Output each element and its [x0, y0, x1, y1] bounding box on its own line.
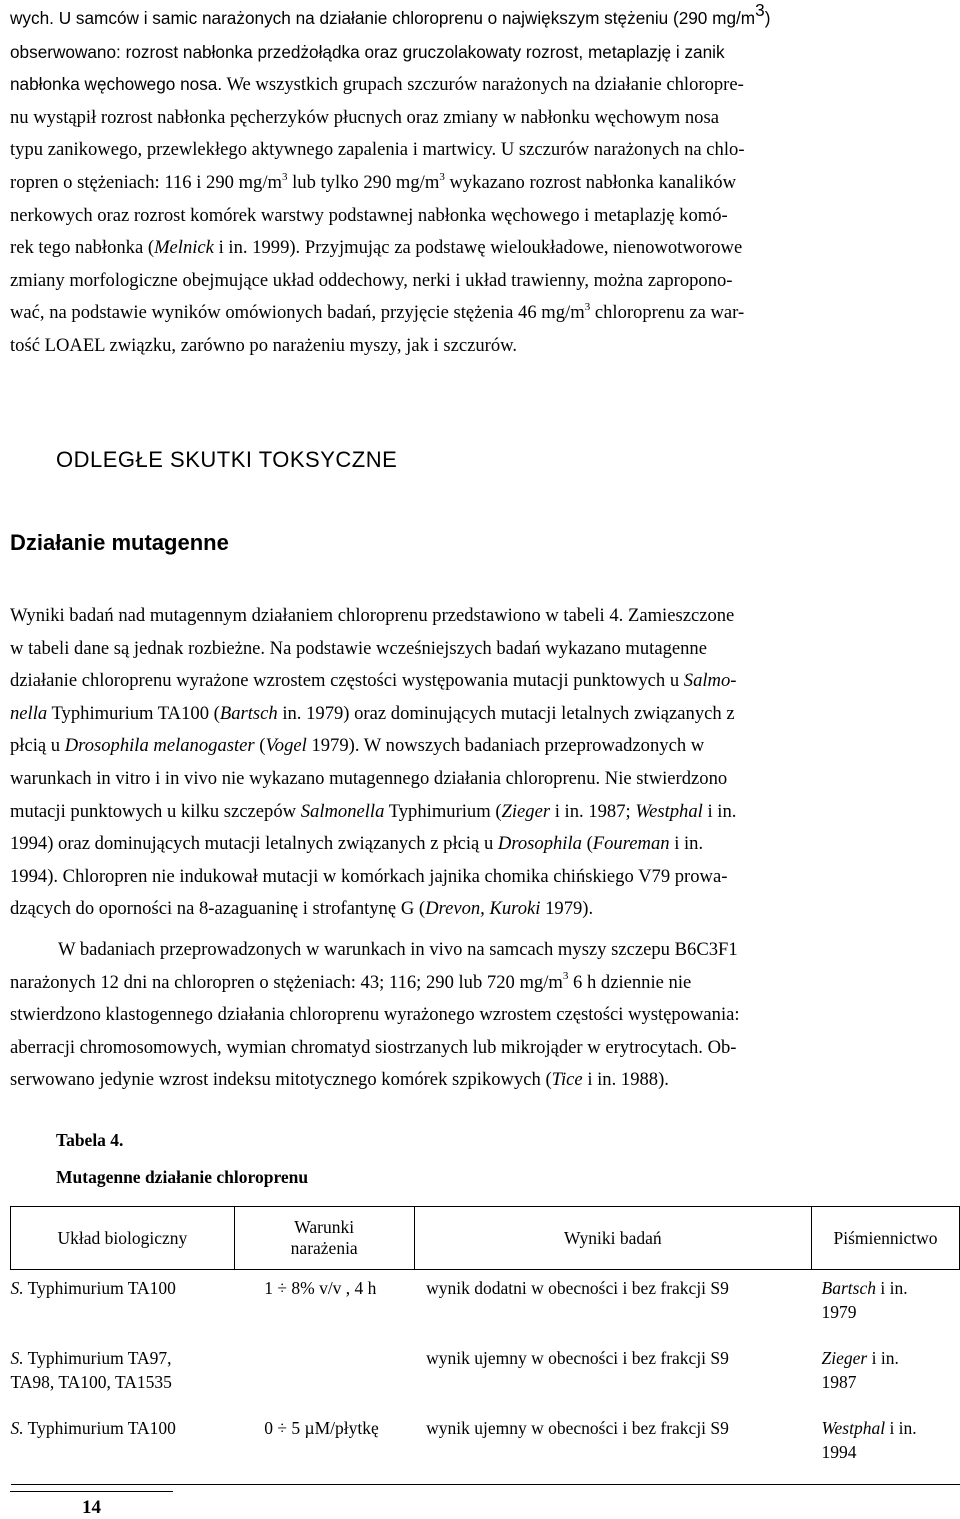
- text-line: zmiany morfologiczne obejmujące układ oddechowy, nerki i układ trawienny, można zapropono-: [10, 269, 733, 291]
- table-row: [11, 1340, 960, 1410]
- cell-result: wynik ujemny w obecności i bez frakcji S9: [426, 1348, 729, 1368]
- paragraph-mutagenic-effects: [10, 600, 950, 926]
- text-run: dzących do oporności na 8-azaguaninę i strofantynę G (: [10, 898, 426, 920]
- cell-conditions: [234, 1340, 414, 1410]
- genus-abbr: S.: [10, 1278, 24, 1298]
- text-run: narażonych 12 dni na chloropren o stężeniach: 43; 116; 290 lub 720 mg/m: [10, 971, 563, 993]
- text-run: lub tylko 290 mg/m: [287, 171, 440, 193]
- text-run: Typhimurium (: [384, 800, 502, 822]
- table-row: [11, 1270, 960, 1341]
- superscript: 3: [439, 170, 445, 183]
- text-run: rek tego nabłonka (: [10, 237, 155, 259]
- text-line: 1994). Chloropren nie indukował mutacji w komórkach jajnika chomika chińskiego V79 prowa-: [10, 865, 728, 887]
- superscript: 3: [562, 970, 569, 983]
- cell-text: Typhimurium TA100: [23, 1278, 176, 1298]
- author-citation: Westphal: [821, 1418, 886, 1438]
- page-number: 14: [82, 1497, 101, 1518]
- text-run: 1979). W nowszych badaniach przeprowadzonych w: [306, 735, 705, 757]
- author-citation: Vogel: [265, 735, 307, 757]
- author-citation: Zieger: [501, 800, 551, 822]
- superscript: 3: [755, 0, 765, 20]
- author-citation: Westphal: [635, 800, 703, 822]
- header-text: Warunki: [294, 1217, 355, 1237]
- text-run: w tabeli dane są jednak rozbieżne.: [10, 637, 266, 659]
- text-run: wać, na podstawie wyników omówionych badań, przyjęcie stężenia 46 mg/m: [10, 302, 585, 324]
- cell-text: Typhimurium TA100: [23, 1418, 176, 1438]
- table-row: [11, 1410, 960, 1485]
- superscript: 3: [281, 170, 288, 183]
- text-run: typu zanikowego, przewlekłego aktywnego zapalenia i martwicy.: [10, 139, 497, 161]
- text-run: wych. U samców i samic narażonych na działanie chloroprenu o największym stężeniu (290 mg/m: [10, 8, 756, 28]
- table-caption: Mutagenne działanie chloroprenu: [56, 1167, 309, 1187]
- superscript: 3: [584, 301, 591, 314]
- text-run: (: [254, 735, 266, 757]
- text-run: ropren o stężeniach: 116 i 290 mg/m: [10, 171, 282, 193]
- text-run: aberracji chromosomowych, wymian chromatyd siostrzanych lub mikrojąder w erytrocytach.: [10, 1036, 703, 1058]
- header-results: Wyniki badań: [414, 1207, 811, 1270]
- text-run: mutacji punktowych u kilku szczepów: [10, 800, 301, 822]
- cell-system: [11, 1410, 235, 1485]
- header-exposure-conditions: [234, 1207, 414, 1270]
- text-run: chloroprenu za war-: [590, 302, 745, 324]
- text-run: in. 1979) oraz dominujących mutacji letalnych związanych z: [277, 702, 735, 724]
- species-name: Salmo-: [683, 670, 737, 692]
- cell-result: wynik dodatni w obecności i bez frakcji S9: [426, 1278, 729, 1298]
- author-citation: Bartsch: [821, 1278, 876, 1298]
- text-run: U szczurów narażonych na chlo-: [496, 139, 745, 161]
- cell-reference: [812, 1410, 960, 1485]
- text-run: i in. 1987;: [550, 800, 636, 822]
- header-references: Piśmiennictwo: [812, 1207, 960, 1270]
- cell-text: 1994: [821, 1442, 857, 1462]
- cell-text: 1987: [821, 1372, 857, 1392]
- cell-system: [11, 1340, 235, 1410]
- species-name: Drosophila: [497, 833, 582, 855]
- genus-abbr: S.: [10, 1418, 24, 1438]
- species-name: nella: [10, 702, 48, 724]
- paragraph-in-vivo: [10, 934, 950, 1097]
- text-run: Typhimurium TA100 (: [47, 702, 220, 724]
- cell-text: i in.: [867, 1348, 899, 1368]
- species-name: Salmonella: [300, 800, 385, 822]
- text-run: i in. 1999).: [213, 237, 301, 259]
- cell-conditions: 0 ÷ 5 µM/płytkę: [234, 1410, 414, 1485]
- header-text: narażenia: [290, 1238, 358, 1258]
- text-run: 1994) oraz dominujących mutacji letalnych związanych z płcią u: [10, 833, 498, 855]
- table-header-row: [11, 1207, 960, 1270]
- cell-conditions: 1 ÷ 8% v/v , 4 h: [264, 1278, 377, 1298]
- text-run: 1979).: [540, 898, 594, 920]
- subsection-heading: Działanie mutagenne: [10, 530, 229, 555]
- cell-reference: [812, 1270, 960, 1341]
- text-line: W badaniach przeprowadzonych w warunkach in vivo na samcach myszy szczepu B6C3F1: [58, 939, 738, 960]
- header-biological-system: Układ biologiczny: [11, 1207, 235, 1270]
- paragraph-toxicity-continued: [10, 2, 950, 363]
- cell-text: TA98, TA100, TA1535: [10, 1372, 172, 1392]
- cell-text: Typhimurium TA97,: [23, 1348, 172, 1368]
- cell-system: [11, 1270, 235, 1341]
- text-run: serwowano jedynie wzrost indeksu mitotycznego komórek szpikowych (: [10, 1069, 552, 1091]
- text-line: tość LOAEL związku, zarówno po narażeniu myszy, jak i szczurów.: [10, 334, 518, 356]
- text-line: obserwowano: rozrost nabłonka przedżołądka oraz gruczolakowaty rozrost, metaplazję i zanik: [10, 41, 725, 62]
- text-line: stwierdzono klastogennego działania chloroprenu wyrażonego wzrostem częstości występowania:: [10, 1004, 740, 1026]
- cell-text: 1979: [821, 1302, 857, 1322]
- text-run: i in. 1988).: [582, 1069, 669, 1091]
- text-run: i in.: [669, 833, 704, 855]
- text-run: (: [581, 833, 593, 855]
- text-run: Na podstawie wcześniejszych badań wykazano mutagenne: [265, 637, 707, 659]
- text-line: Wyniki badań nad mutagennym działaniem chloroprenu przedstawiono w tabeli 4. Zamieszczone: [10, 605, 735, 626]
- text-run: We wszystkich grupach szczurów narażonych na działanie chloropre-: [222, 74, 744, 96]
- author-citation: Tice: [551, 1069, 583, 1091]
- genus-abbr: S.: [10, 1348, 24, 1368]
- text-run: 6 h dziennie nie: [568, 971, 692, 993]
- text-run: nabłonka węchowego nosa.: [10, 74, 223, 95]
- text-run: i in.: [702, 800, 737, 822]
- author-citation: Drevon, Kuroki: [425, 898, 541, 920]
- section-heading: ODLEGŁE SKUTKI TOKSYCZNE: [56, 447, 398, 472]
- text-run: płcią u: [10, 735, 65, 757]
- author-citation: Foureman: [592, 833, 670, 855]
- cell-text: i in.: [875, 1278, 908, 1298]
- cell-reference: [812, 1340, 960, 1410]
- cell-text: i in.: [885, 1418, 917, 1438]
- text-run: Przyjmując za podstawę wieloukładowe, nienowotworowe: [300, 237, 743, 259]
- text-line: warunkach in vitro i in vivo nie wykazano mutagennego działania chloroprenu. Nie stwierdzono: [10, 767, 728, 789]
- species-name: Drosophila melanogaster: [64, 735, 255, 757]
- author-citation: Zieger: [821, 1348, 868, 1368]
- table-label: Tabela 4.: [56, 1130, 124, 1150]
- text-line: nu wystąpił rozrost nabłonka pęcherzyków płucnych oraz zmiany w nabłonku węchowym nosa: [10, 106, 719, 128]
- author-citation: Bartsch: [219, 702, 278, 724]
- footer-divider: [10, 1491, 173, 1492]
- text-run: ): [764, 8, 771, 28]
- text-run: działanie chloroprenu wyrażone wzrostem częstości występowania mutacji punktowych u: [10, 670, 684, 692]
- text-run: wykazano rozrost nabłonka kanalików: [444, 171, 737, 193]
- cell-result: wynik ujemny w obecności i bez frakcji S9: [414, 1410, 811, 1485]
- mutagenicity-table: [10, 1206, 960, 1485]
- text-run: Ob-: [702, 1036, 737, 1058]
- author-citation: Melnick: [154, 237, 214, 259]
- text-line: nerkowych oraz rozrost komórek warstwy podstawnej nabłonka węchowego i metaplazję komó-: [10, 204, 728, 226]
